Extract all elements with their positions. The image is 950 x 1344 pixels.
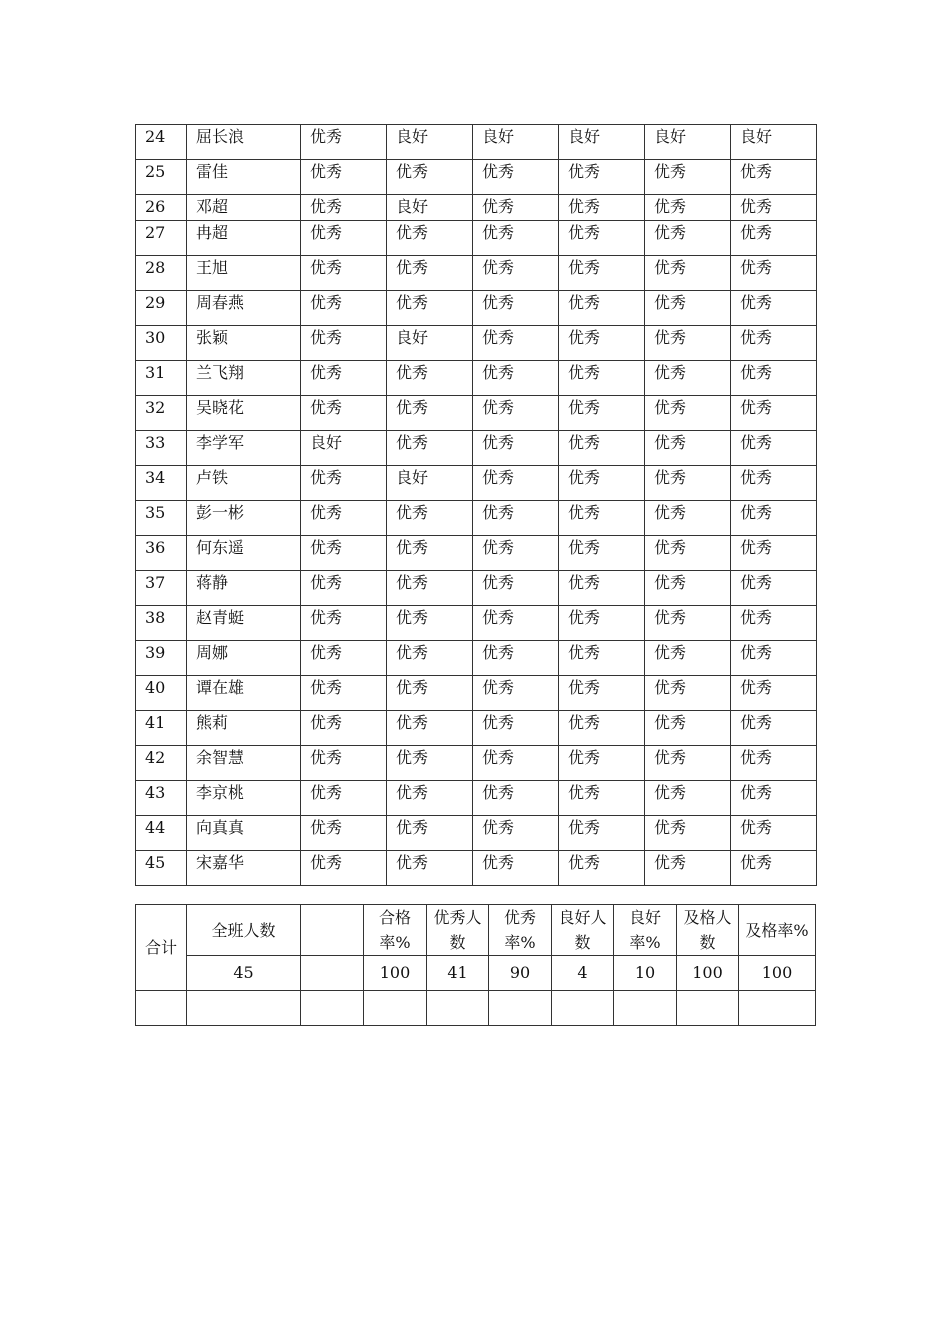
table-row (136, 606, 817, 641)
grade-cell: 优秀 (559, 256, 645, 291)
student-number: 34 (136, 466, 187, 501)
grade-cell: 优秀 (473, 195, 559, 221)
grade-cell: 优秀 (645, 431, 731, 466)
empty-cell (301, 991, 364, 1026)
table-row (136, 396, 817, 431)
grade-cell: 优秀 (387, 160, 473, 195)
student-name: 雷佳 (187, 160, 301, 195)
grade-cell: 优秀 (387, 606, 473, 641)
grade-cell: 优秀 (301, 746, 387, 781)
student-name: 周娜 (187, 641, 301, 676)
student-name: 李京桃 (187, 781, 301, 816)
grade-cell: 优秀 (301, 361, 387, 396)
grade-cell: 优秀 (301, 571, 387, 606)
summary-header: 良好人数 (552, 905, 614, 956)
summary-header: 优秀率% (489, 905, 552, 956)
grade-cell: 良好 (731, 125, 817, 160)
table-row (136, 781, 817, 816)
grade-cell: 优秀 (559, 466, 645, 501)
grade-cell: 优秀 (473, 396, 559, 431)
student-name: 李学军 (187, 431, 301, 466)
grade-cell: 优秀 (559, 501, 645, 536)
grade-cell: 优秀 (387, 221, 473, 256)
summary-header: 合格率% (364, 905, 427, 956)
table-row (136, 361, 817, 396)
empty-cell (489, 991, 552, 1026)
grade-cell: 优秀 (731, 195, 817, 221)
student-name: 蒋静 (187, 571, 301, 606)
student-number: 37 (136, 571, 187, 606)
summary-header: 优秀人数 (427, 905, 489, 956)
grade-cell: 优秀 (473, 606, 559, 641)
grade-cell: 优秀 (387, 676, 473, 711)
grade-cell: 优秀 (387, 431, 473, 466)
grade-cell: 优秀 (731, 160, 817, 195)
grade-cell: 优秀 (731, 431, 817, 466)
grade-cell: 优秀 (301, 326, 387, 361)
grade-cell: 优秀 (473, 466, 559, 501)
grade-cell: 优秀 (301, 606, 387, 641)
grade-cell: 优秀 (301, 781, 387, 816)
grade-cell: 优秀 (731, 606, 817, 641)
grade-cell: 优秀 (473, 291, 559, 326)
student-name: 兰飞翔 (187, 361, 301, 396)
summary-header: 及格率% (739, 905, 816, 956)
summary-value: 100 (739, 956, 816, 991)
summary-value (301, 956, 364, 991)
grade-cell: 优秀 (731, 291, 817, 326)
grade-cell: 优秀 (473, 851, 559, 886)
table-row (136, 571, 817, 606)
table-row (136, 125, 817, 160)
table-row (136, 816, 817, 851)
student-number: 28 (136, 256, 187, 291)
summary-value: 100 (677, 956, 739, 991)
grade-cell: 优秀 (559, 361, 645, 396)
grade-cell: 优秀 (301, 291, 387, 326)
grade-cell: 优秀 (387, 816, 473, 851)
grade-cell: 优秀 (559, 676, 645, 711)
summary-value: 90 (489, 956, 552, 991)
table-row (136, 326, 817, 361)
student-name: 王旭 (187, 256, 301, 291)
student-name: 邓超 (187, 195, 301, 221)
grade-cell: 良好 (387, 326, 473, 361)
grade-cell: 优秀 (731, 501, 817, 536)
table-row (136, 291, 817, 326)
grade-cell: 优秀 (559, 291, 645, 326)
student-name: 吴晓花 (187, 396, 301, 431)
grade-cell: 优秀 (559, 536, 645, 571)
grade-cell: 优秀 (731, 466, 817, 501)
summary-label: 合计 (136, 905, 187, 991)
grade-cell: 优秀 (387, 746, 473, 781)
grade-cell: 优秀 (559, 396, 645, 431)
grade-cell: 优秀 (645, 291, 731, 326)
student-name: 余智慧 (187, 746, 301, 781)
grade-cell: 优秀 (473, 816, 559, 851)
grade-cell: 优秀 (473, 256, 559, 291)
grade-cell: 优秀 (645, 676, 731, 711)
grade-cell: 优秀 (559, 606, 645, 641)
student-name: 屈长浪 (187, 125, 301, 160)
grade-cell: 优秀 (301, 195, 387, 221)
summary-header: 及格人数 (677, 905, 739, 956)
table-row (136, 641, 817, 676)
grade-cell: 优秀 (559, 816, 645, 851)
grade-cell: 良好 (559, 125, 645, 160)
summary-header: 良好率% (614, 905, 677, 956)
grade-cell: 优秀 (301, 466, 387, 501)
student-number: 35 (136, 501, 187, 536)
summary-header-row (136, 905, 816, 956)
empty-cell (364, 991, 427, 1026)
grade-cell: 优秀 (645, 641, 731, 676)
grade-cell: 良好 (301, 431, 387, 466)
grade-cell: 优秀 (559, 195, 645, 221)
grade-cell: 优秀 (645, 466, 731, 501)
grade-cell: 优秀 (559, 431, 645, 466)
grade-cell: 优秀 (301, 501, 387, 536)
summary-value: 100 (364, 956, 427, 991)
grade-cell: 优秀 (559, 746, 645, 781)
grade-cell: 优秀 (645, 711, 731, 746)
grade-cell: 优秀 (387, 536, 473, 571)
empty-cell (739, 991, 816, 1026)
grade-cell: 优秀 (559, 160, 645, 195)
grade-cell: 优秀 (387, 641, 473, 676)
grade-cell: 优秀 (731, 571, 817, 606)
student-number: 27 (136, 221, 187, 256)
grade-cell: 优秀 (731, 851, 817, 886)
grade-cell: 优秀 (473, 536, 559, 571)
grade-cell: 优秀 (301, 641, 387, 676)
summary-header: 全班人数 (187, 905, 301, 956)
student-number: 32 (136, 396, 187, 431)
student-name: 宋嘉华 (187, 851, 301, 886)
grade-cell: 优秀 (645, 160, 731, 195)
student-name: 赵青蜓 (187, 606, 301, 641)
grade-cell: 优秀 (387, 711, 473, 746)
student-number: 25 (136, 160, 187, 195)
student-name: 熊莉 (187, 711, 301, 746)
grade-cell: 优秀 (473, 361, 559, 396)
student-name: 周春燕 (187, 291, 301, 326)
grade-cell: 优秀 (645, 396, 731, 431)
grade-cell: 优秀 (387, 851, 473, 886)
grade-cell: 优秀 (559, 851, 645, 886)
grade-cell: 优秀 (387, 291, 473, 326)
student-number: 44 (136, 816, 187, 851)
grade-cell: 优秀 (731, 816, 817, 851)
student-name: 冉超 (187, 221, 301, 256)
summary-value: 41 (427, 956, 489, 991)
table-row (136, 195, 817, 221)
grade-cell: 优秀 (731, 676, 817, 711)
student-number: 39 (136, 641, 187, 676)
grade-cell: 优秀 (387, 361, 473, 396)
grade-cell: 优秀 (645, 256, 731, 291)
grade-cell: 良好 (473, 125, 559, 160)
grade-cell: 优秀 (473, 676, 559, 711)
student-name: 彭一彬 (187, 501, 301, 536)
grade-cell: 优秀 (473, 501, 559, 536)
student-name: 卢铁 (187, 466, 301, 501)
grade-cell: 优秀 (731, 536, 817, 571)
table-row (136, 746, 817, 781)
grade-cell: 优秀 (645, 606, 731, 641)
summary-value: 4 (552, 956, 614, 991)
grade-cell: 优秀 (301, 160, 387, 195)
grade-cell: 优秀 (645, 571, 731, 606)
student-name: 何东遥 (187, 536, 301, 571)
grade-cell: 优秀 (387, 501, 473, 536)
grade-cell: 优秀 (731, 221, 817, 256)
grade-cell: 优秀 (473, 746, 559, 781)
empty-cell (614, 991, 677, 1026)
grade-cell: 优秀 (473, 781, 559, 816)
student-number: 45 (136, 851, 187, 886)
grade-cell: 良好 (387, 125, 473, 160)
table-row (136, 501, 817, 536)
grade-cell: 优秀 (473, 160, 559, 195)
grade-cell: 优秀 (645, 221, 731, 256)
table-row (136, 466, 817, 501)
summary-value: 45 (187, 956, 301, 991)
summary-value: 10 (614, 956, 677, 991)
grade-cell: 优秀 (301, 816, 387, 851)
student-name: 向真真 (187, 816, 301, 851)
grade-cell: 优秀 (645, 501, 731, 536)
student-number: 42 (136, 746, 187, 781)
empty-cell (552, 991, 614, 1026)
grade-cell: 优秀 (559, 641, 645, 676)
student-number: 38 (136, 606, 187, 641)
table-row (136, 256, 817, 291)
grade-cell: 优秀 (645, 746, 731, 781)
empty-cell (427, 991, 489, 1026)
grade-cell: 优秀 (645, 851, 731, 886)
grade-cell: 良好 (387, 466, 473, 501)
empty-cell (136, 991, 187, 1026)
grade-cell: 优秀 (731, 781, 817, 816)
student-number: 40 (136, 676, 187, 711)
table-row (136, 431, 817, 466)
grade-cell: 优秀 (387, 781, 473, 816)
grade-cell: 优秀 (301, 536, 387, 571)
grade-cell: 优秀 (301, 676, 387, 711)
grades-table (135, 124, 817, 886)
student-name: 谭在雄 (187, 676, 301, 711)
student-number: 31 (136, 361, 187, 396)
student-number: 26 (136, 195, 187, 221)
grade-cell: 优秀 (645, 536, 731, 571)
grade-cell: 优秀 (387, 396, 473, 431)
grade-cell: 优秀 (731, 711, 817, 746)
student-number: 41 (136, 711, 187, 746)
summary-table (135, 904, 816, 1026)
grade-cell: 优秀 (301, 711, 387, 746)
grade-cell: 优秀 (473, 221, 559, 256)
grade-cell: 优秀 (645, 816, 731, 851)
student-number: 30 (136, 326, 187, 361)
grade-cell: 优秀 (731, 256, 817, 291)
grade-cell: 优秀 (301, 851, 387, 886)
student-number: 33 (136, 431, 187, 466)
student-name: 张颖 (187, 326, 301, 361)
grade-cell: 优秀 (731, 396, 817, 431)
summary-value-row (136, 956, 816, 991)
grade-cell: 优秀 (387, 571, 473, 606)
grade-cell: 优秀 (645, 781, 731, 816)
grade-cell: 优秀 (731, 746, 817, 781)
student-number: 36 (136, 536, 187, 571)
grade-cell: 优秀 (559, 221, 645, 256)
student-number: 24 (136, 125, 187, 160)
grades-table-body (136, 125, 817, 886)
grade-cell: 优秀 (559, 326, 645, 361)
grade-cell: 优秀 (301, 256, 387, 291)
table-row (136, 676, 817, 711)
table-row (136, 160, 817, 195)
grade-cell: 优秀 (731, 641, 817, 676)
table-row (136, 536, 817, 571)
grade-cell: 优秀 (301, 125, 387, 160)
summary-header (301, 905, 364, 956)
grade-cell: 优秀 (473, 326, 559, 361)
grade-cell: 优秀 (559, 711, 645, 746)
grade-cell: 优秀 (473, 431, 559, 466)
grade-cell: 优秀 (559, 571, 645, 606)
grade-cell: 优秀 (301, 396, 387, 431)
grade-cell: 良好 (645, 125, 731, 160)
grade-cell: 良好 (387, 195, 473, 221)
grade-cell: 优秀 (731, 361, 817, 396)
table-row (136, 851, 817, 886)
grade-cell: 优秀 (387, 256, 473, 291)
grade-cell: 优秀 (473, 571, 559, 606)
table-row (136, 711, 817, 746)
grade-cell: 优秀 (645, 195, 731, 221)
grade-cell: 优秀 (473, 711, 559, 746)
empty-cell (677, 991, 739, 1026)
student-number: 43 (136, 781, 187, 816)
grade-cell: 优秀 (731, 326, 817, 361)
grade-cell: 优秀 (645, 361, 731, 396)
empty-cell (187, 991, 301, 1026)
table-row (136, 221, 817, 256)
summary-empty-row (136, 991, 816, 1026)
grade-cell: 优秀 (559, 781, 645, 816)
grade-cell: 优秀 (645, 326, 731, 361)
grade-cell: 优秀 (301, 221, 387, 256)
grade-cell: 优秀 (473, 641, 559, 676)
student-number: 29 (136, 291, 187, 326)
